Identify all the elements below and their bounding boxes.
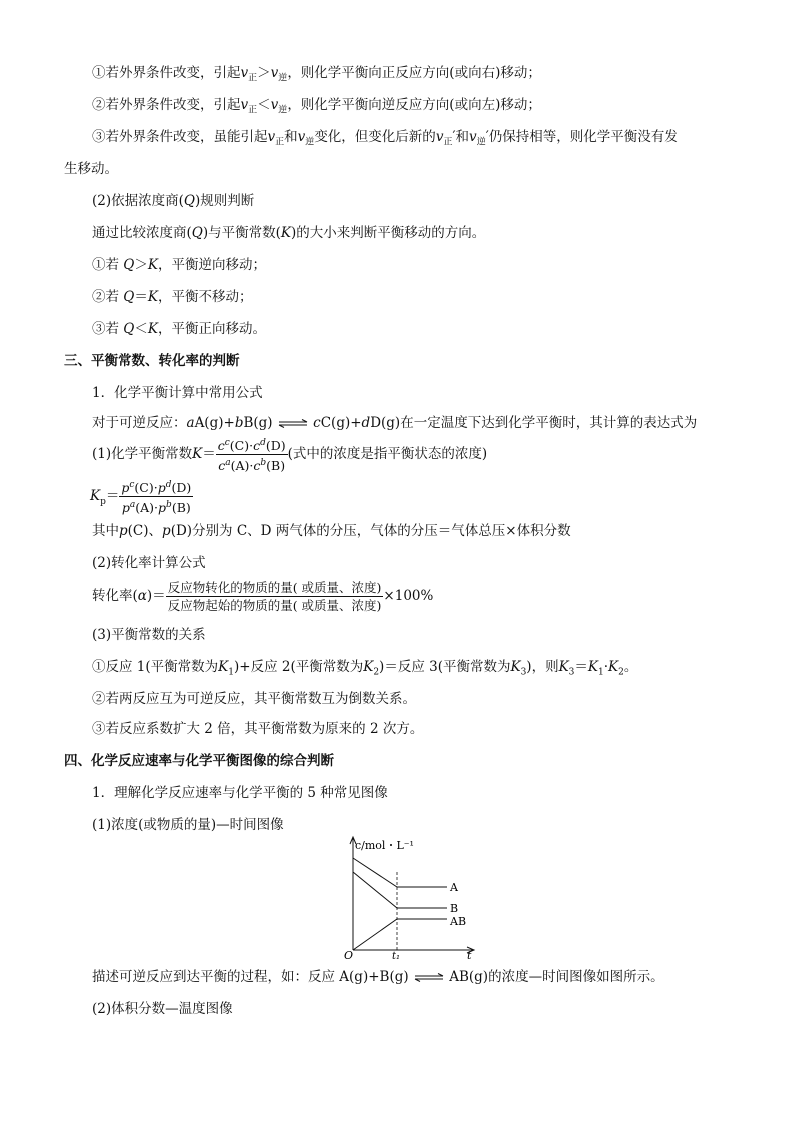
text-line: (2)体积分数—温度图像 [92,1001,233,1017]
text-line: ②若两反应互为可逆反应，其平衡常数互为倒数关系。 [92,691,416,707]
text-line: (1)浓度(或物质的量)—时间图像 [92,817,284,833]
y-axis-label: c/mol・L⁻¹ [355,839,414,852]
conversion-rate-formula: 转化率(α)＝ $\frac{\text{反应物转化的物质的量( 或质量、浓度)}}{\text{反应物起始的物质的量( 或质量、浓度)}}$ ×100% [92,580,434,613]
series-b-label: B [450,902,459,915]
section-heading: 四、化学反应速率与化学平衡图像的综合判断 [64,753,334,769]
x-axis-label: t [467,949,472,962]
kp-formula: $K_p=$ $\frac{p^c(C)\cdot p^d(D)}{p^a(A)\cdot p^b(B)}$ [90,480,192,516]
text-line: ③若外界条件改变，虽能引起$v_正$和$v_逆$变化，但变化后新的$v_正'$和$v_逆'$仍保持相等，则化学平衡没有发 [92,129,678,148]
equilibrium-arrow-icon [277,419,309,428]
series-b-line [353,872,447,908]
text-line: ①若 Q＞K，平衡逆向移动； [92,257,266,273]
text-line: ①若外界条件改变，引起$v_正>v_逆$，则化学平衡向正反应方向(或向右)移动； [92,65,541,84]
text-line: 1．理解化学反应速率与化学平衡的 5 种常见图像 [92,785,388,801]
text-line: ②若外界条件改变，引起$v_正<v_逆$，则化学平衡向逆反应方向(或向左)移动； [92,97,541,116]
text-line: ③若 Q＜K，平衡正向移动。 [92,321,266,337]
series-a-label: A [450,881,458,894]
text-line: ①反应 1(平衡常数为$K_1)+$反应 2(平衡常数为$K_2)=$反应 3(平衡常数为$K_3$)，则$K_3=K_1\cdot K_2$。 [92,659,638,678]
text-line: 其中p(C)、p(D)分别为 C、D 两气体的分压，气体的分压＝气体总压×体积分数 [92,523,571,539]
section-heading: 三、平衡常数、转化率的判断 [64,353,240,369]
text-line: 对于可逆反应：aA(g)+bB(g) cC(g)+dD(g)在一定温度下达到化学平衡时，其计算的表达式为 [92,415,698,431]
t1-tick-label: t₁ [392,951,401,962]
series-ab-line [353,919,447,950]
series-ab-label: AB [450,915,467,928]
text-line: (2)依据浓度商(Q)规则判断 [92,193,255,209]
text-line: ②若 Q＝K，平衡不移动； [92,289,253,305]
text-line: 通过比较浓度商(Q)与平衡常数(K)的大小来判断平衡移动的方向。 [92,225,486,241]
text-line: (2)转化率计算公式 [92,555,206,571]
origin-label: O [344,949,354,962]
equilibrium-constant-formula: (1)化学平衡常数K＝ $\frac{c^c(C)\cdot c^d(D)}{c^a(A)\cdot c^b(B)}$ (式中的浓度是指平衡状态的浓度) [92,438,488,474]
series-a-line [353,858,447,887]
text-line: ③若反应系数扩大 2 倍，其平衡常数为原来的 2 次方。 [92,721,424,737]
text-line: 1．化学平衡计算中常用公式 [92,385,263,401]
equilibrium-arrow-icon [413,973,445,982]
text-line: 描述可逆反应到达平衡的过程，如：反应 A(g)+B(g) AB(g)的浓度—时间图像如图所示。 [92,969,664,985]
text-line: 生移动。 [64,161,118,177]
text-line: (3)平衡常数的关系 [92,627,206,643]
concentration-time-chart [335,832,485,962]
